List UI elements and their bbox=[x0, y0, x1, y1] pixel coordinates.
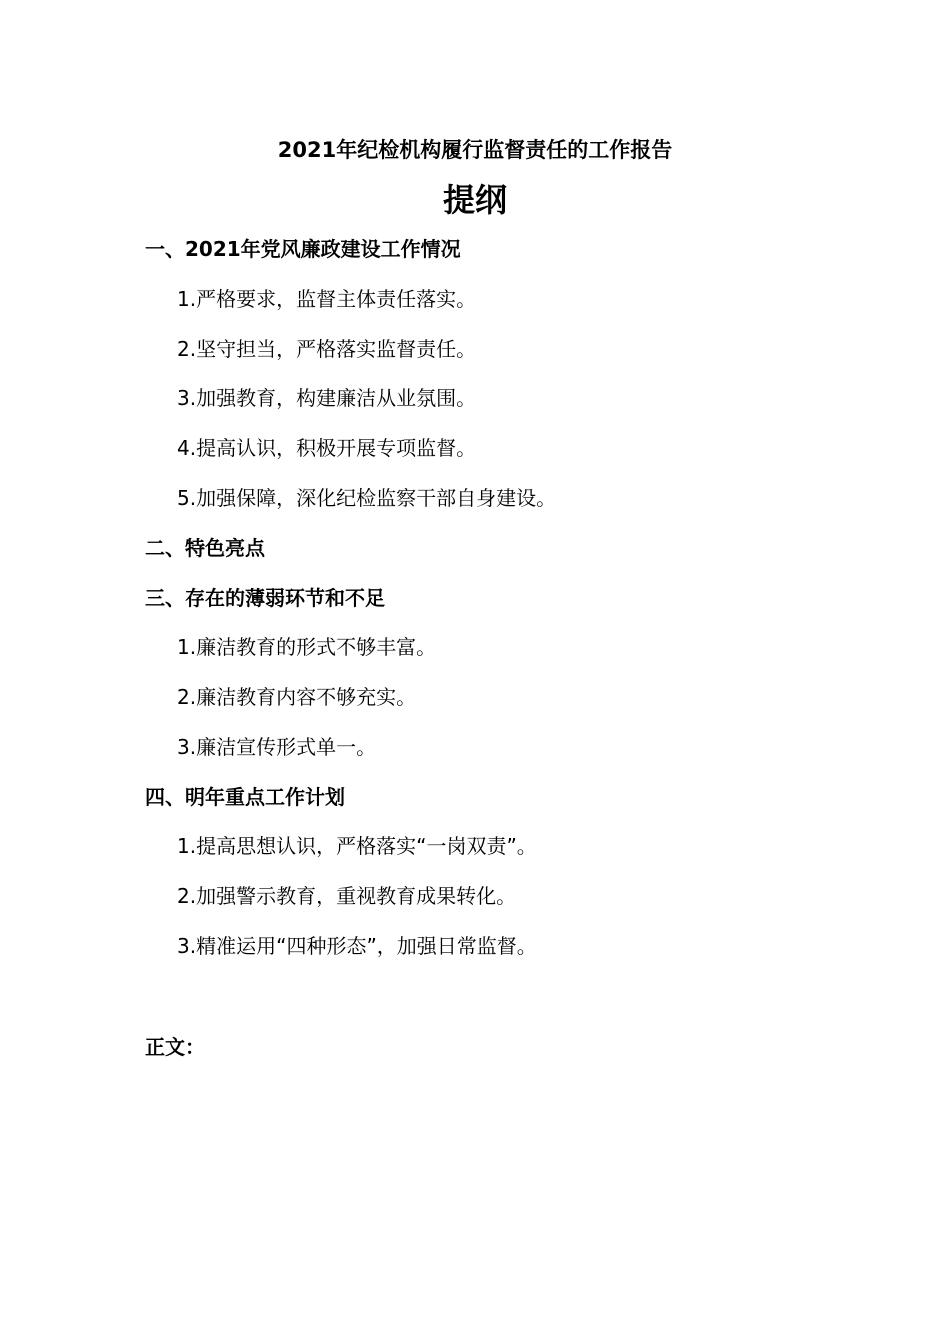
section-1-item-5: 5.加强保障，深化纪检监察干部自身建设。 bbox=[177, 486, 557, 510]
section-heading-3: 三、存在的薄弱环节和不足 bbox=[145, 586, 385, 610]
section-heading-2: 二、特色亮点 bbox=[145, 536, 265, 560]
section-1-item-1: 1.严格要求，监督主体责任落实。 bbox=[177, 287, 477, 311]
section-heading-4: 四、明年重点工作计划 bbox=[145, 785, 345, 809]
document-subtitle: 提纲 bbox=[442, 181, 507, 219]
body-label: 正文： bbox=[145, 1035, 205, 1059]
document-title: 2021年纪检机构履行监督责任的工作报告 bbox=[277, 138, 673, 162]
section-4-item-3: 3.精准运用“四种形态”，加强日常监督。 bbox=[177, 934, 537, 958]
section-1-item-4: 4.提高认识，积极开展专项监督。 bbox=[177, 436, 477, 460]
section-1-item-3: 3.加强教育，构建廉洁从业氛围。 bbox=[177, 386, 477, 410]
section-heading-1: 一、2021年党风廉政建设工作情况 bbox=[145, 237, 461, 261]
section-4-item-2: 2.加强警示教育，重视教育成果转化。 bbox=[177, 884, 517, 908]
section-1-item-2: 2.坚守担当，严格落实监督责任。 bbox=[177, 337, 477, 361]
section-3-item-1: 1.廉洁教育的形式不够丰富。 bbox=[177, 635, 437, 659]
section-3-item-3: 3.廉洁宣传形式单一。 bbox=[177, 735, 377, 759]
section-3-item-2: 2.廉洁教育内容不够充实。 bbox=[177, 685, 417, 709]
section-4-item-1: 1.提高思想认识，严格落实“一岗双责”。 bbox=[177, 834, 537, 858]
